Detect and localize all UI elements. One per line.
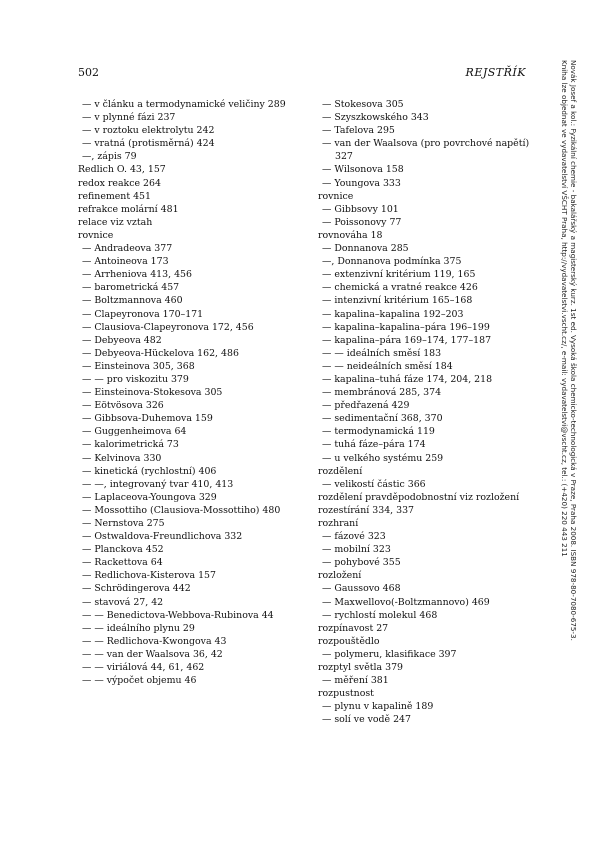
index-entry: — Rackettova 64 [82, 557, 163, 569]
index-entry: — — výpočet objemu 46 [82, 675, 197, 687]
index-column-left [78, 98, 292, 687]
index-entry: rovnice [318, 190, 354, 202]
index-entry: — Eötvösova 326 [82, 400, 164, 412]
index-entry: — chemická a vratné reakce 426 [322, 282, 478, 294]
index-entry: — Einsteinova 305, 368 [82, 360, 195, 372]
index-entry: — polymeru, klasifikace 397 [322, 648, 457, 660]
index-entry: — tuhá fáze–pára 174 [322, 439, 426, 451]
index-entry: — velikostí částic 366 [322, 478, 426, 490]
index-entry: rozptyl světla 379 [318, 662, 403, 674]
index-entry: — Andradeova 377 [82, 243, 173, 255]
index-entry: refrakce molární 481 [78, 203, 179, 215]
index-entry: — Debyeova-Hückelova 162, 486 [82, 347, 239, 359]
index-entry: — kapalina–kapalina 192–203 [322, 308, 464, 320]
index-entry: — Wilsonova 158 [322, 164, 404, 176]
index-column-right [318, 98, 532, 727]
index-entry: — Boltzmannova 460 [82, 295, 183, 307]
index-entry: — mobilní 323 [322, 544, 391, 556]
index-entry: — u velkého systému 259 [322, 452, 444, 464]
index-entry: — Nernstova 275 [82, 518, 165, 529]
index-entry: — Schrödingerova 442 [82, 583, 191, 595]
index-entry: refinement 451 [78, 190, 151, 202]
index-entry: rozpínavost 27 [318, 622, 389, 634]
index-entry: — Gibbsovy 101 [322, 203, 399, 215]
index-entry: — Poissonovy 77 [322, 216, 402, 228]
index-entry: rozestírání 334, 337 [318, 504, 415, 516]
index-entry: — v roztoku elektrolytu 242 [82, 125, 215, 137]
index-entry: — Stokesova 305 [322, 99, 404, 110]
index-entry: — Mossottiho (Clausiova-Mossottiho) 480 [82, 504, 281, 516]
index-entry: — Guggenheimova 64 [82, 426, 187, 438]
index-entry: — Youngova 333 [322, 177, 401, 189]
index-entry: — Clapeyronova 170–171 [82, 308, 204, 320]
index-entry: — Szyszkowského 343 [322, 112, 429, 124]
index-entry: — měření 381 [322, 675, 389, 687]
index-entry: — plynu v kapalině 189 [322, 701, 434, 713]
index-entry: — — Benedictova-Webbova-Rubinova 44 [82, 609, 274, 621]
index-entry: — kalorimetrická 73 [82, 439, 179, 451]
index-entry: — intenzivní kritérium 165–168 [322, 295, 473, 307]
index-entry: rovnice [78, 229, 114, 241]
publication-side-note [560, 60, 578, 641]
index-entry: — — neideálních směsí 184 [322, 360, 453, 372]
index-entry: — pohybové 355 [322, 557, 401, 569]
index-entry: — membránová 285, 374 [322, 387, 442, 399]
index-entry: rozpustnost [318, 688, 374, 700]
index-entry: rovnováha 18 [318, 229, 383, 241]
index-entry: — v článku a termodynamické veličiny 289 [82, 99, 286, 110]
side-note-line-1: Novák Josef a kol.: Fyzikální chemie - bakalářský a magisterský kurz. 1st ed. Vysoká škola chemicko-technologická v Praze, Praha 2008. ISBN 978-80-7080-675-3. [569, 60, 578, 641]
index-entry: —, Donnanova podmínka 375 [322, 256, 462, 268]
index-entry: — předřazená 429 [322, 400, 410, 412]
index-entry: rozhraní [318, 518, 359, 529]
index-entry: — van der Waalsova (pro povrchové napětí) 327 [322, 138, 530, 163]
page-number: 502 [78, 66, 99, 79]
page-header [78, 66, 526, 82]
index-entry: — —, integrovaný tvar 410, 413 [82, 478, 234, 490]
index-entry: — kinetická (rychlostní) 406 [82, 465, 217, 477]
index-entry: — sedimentační 368, 370 [322, 413, 443, 425]
index-entry: redox reakce 264 [78, 177, 161, 189]
index-entry: — Planckova 452 [82, 544, 164, 556]
index-entry: — Maxwellovo(-Boltzmannovo) 469 [322, 596, 490, 608]
index-entry: — Arrheniova 413, 456 [82, 269, 192, 281]
index-entry: — Antoineova 173 [82, 256, 169, 268]
index-entry: — Kelvinova 330 [82, 452, 162, 464]
index-entry: rozložení [318, 570, 362, 582]
index-entry: — Tafelova 295 [322, 125, 395, 137]
index-entry: — Redlichova-Kisterova 157 [82, 570, 216, 582]
index-entry: — — pro viskozitu 379 [82, 373, 189, 385]
side-note-line-2: Kniha lze objednat ve vydavatelství VŠCHT Praha, http://vydavatelstvi.vscht.cz/, e-mail: vydavatelstvi@vscht.cz, tel.: (+420) 220 443 211 [560, 60, 569, 557]
index-entry: — Gaussovo 468 [322, 583, 401, 595]
running-title: REJSTŘÍK [465, 66, 526, 79]
index-entry: — — van der Waalsova 36, 42 [82, 648, 223, 660]
index-entry: Redlich O. 43, 157 [78, 164, 166, 176]
index-entry: — — ideálních směsí 183 [322, 347, 442, 359]
index-entry: — vratná (protisměrná) 424 [82, 138, 215, 150]
index-entry: — Clausiova-Clapeyronova 172, 456 [82, 321, 254, 333]
index-entry: — — viriálová 44, 61, 462 [82, 662, 205, 674]
index-entry: — extenzivní kritérium 119, 165 [322, 269, 476, 281]
index-entry: — Einsteinova-Stokesova 305 [82, 387, 223, 399]
index-entry: — Debyeova 482 [82, 334, 162, 346]
index-entry: — Gibbsova-Duhemova 159 [82, 413, 213, 425]
index-entry: — Ostwaldova-Freundlichova 332 [82, 531, 243, 543]
index-entry: — Donnanova 285 [322, 243, 409, 255]
index-entry: — kapalina–tuhá fáze 174, 204, 218 [322, 373, 493, 385]
index-entry: — stavová 27, 42 [82, 596, 164, 608]
index-entry: — solí ve vodě 247 [322, 714, 411, 726]
index-entry: —, zápis 79 [82, 151, 137, 163]
index-entry: — Laplaceova-Youngova 329 [82, 491, 217, 503]
index-entry: — — Redlichova-Kwongova 43 [82, 635, 227, 647]
index-entry: — barometrická 457 [82, 282, 180, 294]
index-entry: — v plynné fázi 237 [82, 112, 176, 124]
index-entry: — kapalina–kapalina–pára 196–199 [322, 321, 490, 333]
index-entry: — termodynamická 119 [322, 426, 435, 438]
index-entry: — fázové 323 [322, 531, 386, 543]
index-entry: — rychlostí molekul 468 [322, 609, 438, 621]
index-entry: — kapalina–pára 169–174, 177–187 [322, 334, 492, 346]
index-entry: rozdělení [318, 465, 363, 477]
index-entry: — — ideálního plynu 29 [82, 622, 195, 634]
index-entry: rozdělení pravděpodobnostní viz rozložení [318, 491, 520, 503]
index-entry: rozpouštědlo [318, 635, 380, 647]
index-entry: relace viz vztah [78, 216, 153, 228]
